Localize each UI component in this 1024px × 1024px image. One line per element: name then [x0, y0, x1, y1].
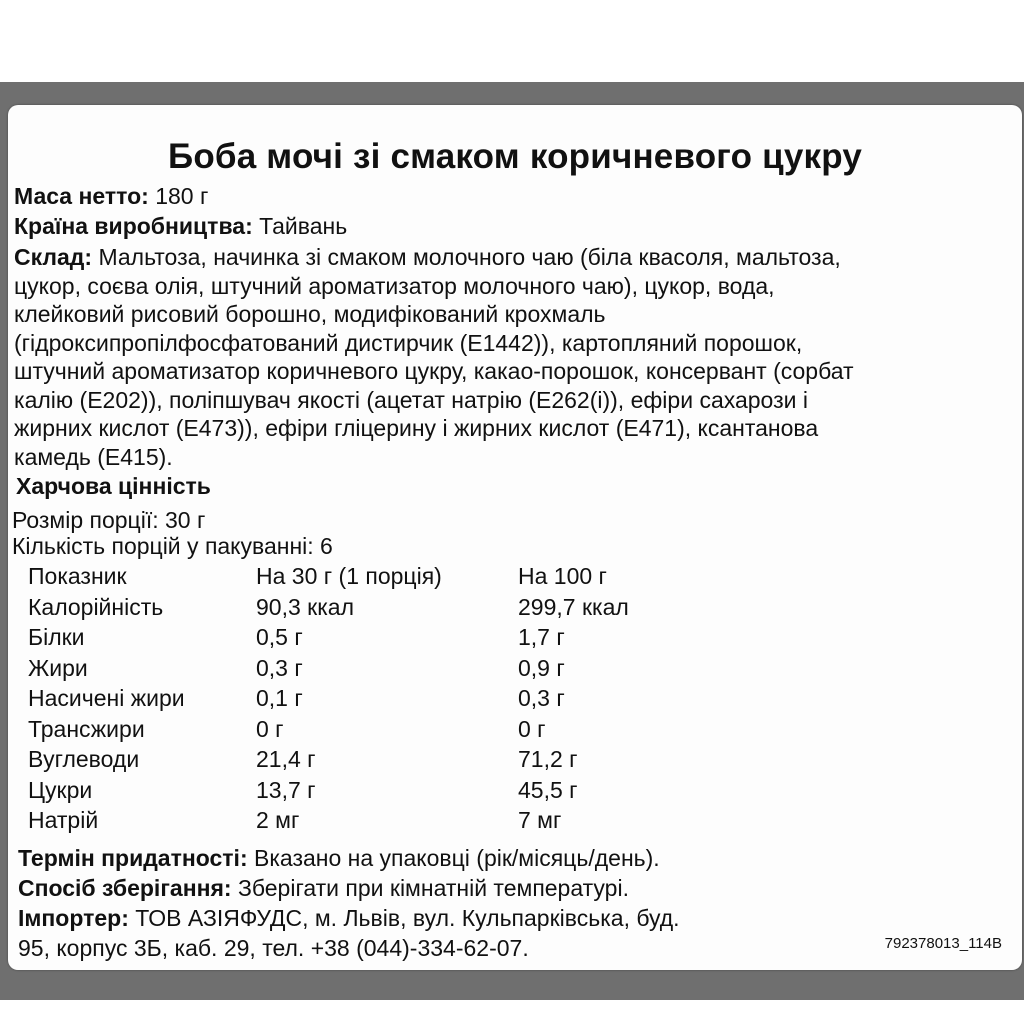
ingredients-line: (гідроксипропілфосфатований дистирчик (E1442)), картопляний порошок,	[14, 329, 803, 356]
ingredients-line: цукор, соєва олія, штучний ароматизатор молочного чаю), цукор, вода,	[14, 272, 775, 299]
header-cell: На 30 г (1 порція)	[256, 563, 442, 589]
ingredients-line: штучний ароматизатор коричневого цукру, какао-порошок, консервант (сорбат	[14, 358, 854, 384]
table-row	[28, 716, 718, 747]
label-footer	[18, 843, 1008, 963]
shelf-life-value: Вказано на упаковці (рік/місяць/день).	[247, 845, 660, 871]
table-row	[28, 624, 718, 655]
header-cell: На 100 г	[518, 563, 607, 589]
storage-value: Зберігати при кімнатній температурі.	[231, 875, 629, 901]
ingredients-label: Склад:	[14, 244, 93, 270]
net-weight-label: Маса нетто:	[14, 183, 149, 209]
header-cell: Показник	[28, 563, 127, 589]
importer	[18, 903, 1008, 963]
table-row	[28, 685, 718, 716]
net-weight	[14, 183, 1004, 209]
product-title: Боба мочі зі смаком коричневого цукру	[167, 137, 863, 176]
ingredients-line: клейковий рисовий борошно, модифікований крохмаль	[14, 301, 606, 327]
table-row	[28, 594, 718, 625]
per-100g-value: 0 г	[518, 715, 546, 742]
per-100g-value: 0,9 г	[518, 654, 565, 681]
servings-per-pack: Кількість порцій у пакуванні: 6	[12, 533, 333, 559]
table-row	[28, 655, 718, 686]
nutrient-name: Натрій	[28, 807, 99, 833]
nutrient-name: Вуглеводи	[28, 746, 140, 772]
storage-label: Спосіб зберігання:	[18, 875, 232, 901]
country-label: Країна виробництва:	[14, 213, 253, 239]
nutrient-name: Трансжири	[28, 715, 145, 742]
shelf-life	[18, 843, 1008, 873]
per-100g-value: 299,7 ккал	[518, 593, 629, 620]
country	[14, 213, 1004, 239]
per-serving-value: 0,1 г	[256, 685, 303, 711]
table-header-row	[28, 563, 718, 594]
per-serving-value: 0,5 г	[256, 624, 303, 650]
per-serving-value: 21,4 г	[256, 746, 316, 772]
nutrient-name: Білки	[28, 624, 85, 650]
serving-size: Розмір порції: 30 г	[12, 507, 206, 533]
top-background	[0, 0, 1024, 82]
nutrient-name: Цукри	[28, 776, 93, 803]
per-serving-value: 0 г	[256, 715, 284, 742]
ingredients-line: Мальтоза, начинка зі смаком молочного чаю (біла квасоля, мальтоза,	[92, 244, 841, 270]
nutrient-name: Насичені жири	[28, 685, 185, 711]
per-100g-value: 45,5 г	[518, 776, 578, 803]
product-code: 792378013_114B	[884, 935, 1002, 952]
per-100g-value: 7 мг	[518, 807, 562, 833]
bottom-background	[0, 1000, 1024, 1024]
table-row	[28, 807, 718, 838]
storage	[18, 873, 1008, 903]
importer-line: ТОВ АЗІЯФУДС, м. Львів, вул. Кульпарківська, буд.	[128, 905, 680, 931]
per-serving-value: 2 мг	[256, 807, 300, 833]
importer-line: 95, корпус 3Б, каб. 29, тел. +38 (044)-334-62-07.	[18, 935, 529, 961]
per-serving-value: 0,3 г	[256, 654, 303, 681]
ingredients-line: камедь (E415).	[14, 443, 173, 470]
per-serving-value: 90,3 ккал	[256, 593, 354, 620]
per-100g-value: 71,2 г	[518, 746, 578, 772]
country-value: Тайвань	[252, 213, 348, 239]
ingredients	[14, 243, 1004, 471]
ingredients-line: жирних кислот (E473)), ефіри гліцерину і жирних кислот (E471), ксантанова	[14, 415, 819, 441]
ingredients-line: калію (E202)), поліпшувач якості (ацетат натрію (E262(i)), ефіри сахарози і	[14, 386, 808, 413]
nutrition-title: Харчова цінність	[16, 473, 211, 499]
nutrient-name: Жири	[28, 654, 88, 681]
nutrition-table	[28, 563, 718, 838]
table-row	[28, 746, 718, 777]
shelf-life-label: Термін придатності:	[18, 845, 248, 871]
serving-info	[12, 507, 333, 559]
net-weight-value: 180 г	[148, 183, 209, 209]
table-row	[28, 777, 718, 808]
per-serving-value: 13,7 г	[256, 776, 316, 803]
importer-label: Імпортер:	[18, 905, 129, 931]
per-100g-value: 0,3 г	[518, 685, 565, 711]
product-label	[8, 105, 1022, 970]
per-100g-value: 1,7 г	[518, 624, 565, 650]
nutrient-name: Калорійність	[28, 593, 164, 620]
